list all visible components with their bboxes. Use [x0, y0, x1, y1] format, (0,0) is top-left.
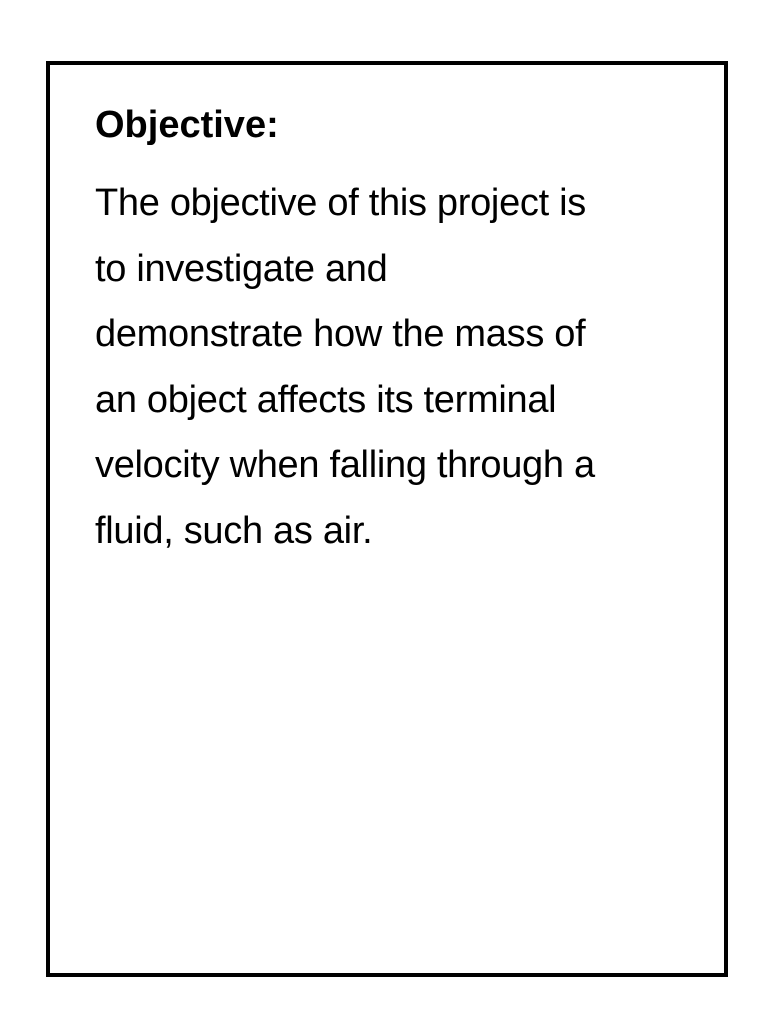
paragraph-line: velocity when falling through a [95, 444, 595, 486]
paragraph-line: to investigate and [95, 247, 388, 290]
paragraph-line: an object affects its terminal [95, 378, 557, 421]
paragraph-line: The objective of this project is [95, 182, 586, 224]
objective-heading: Objective: [95, 104, 279, 146]
objective-paragraph [95, 171, 685, 564]
paragraph-line: fluid, such as air. [95, 509, 373, 552]
paragraph-line: demonstrate how the mass of [95, 313, 586, 355]
objective-card [46, 61, 728, 977]
